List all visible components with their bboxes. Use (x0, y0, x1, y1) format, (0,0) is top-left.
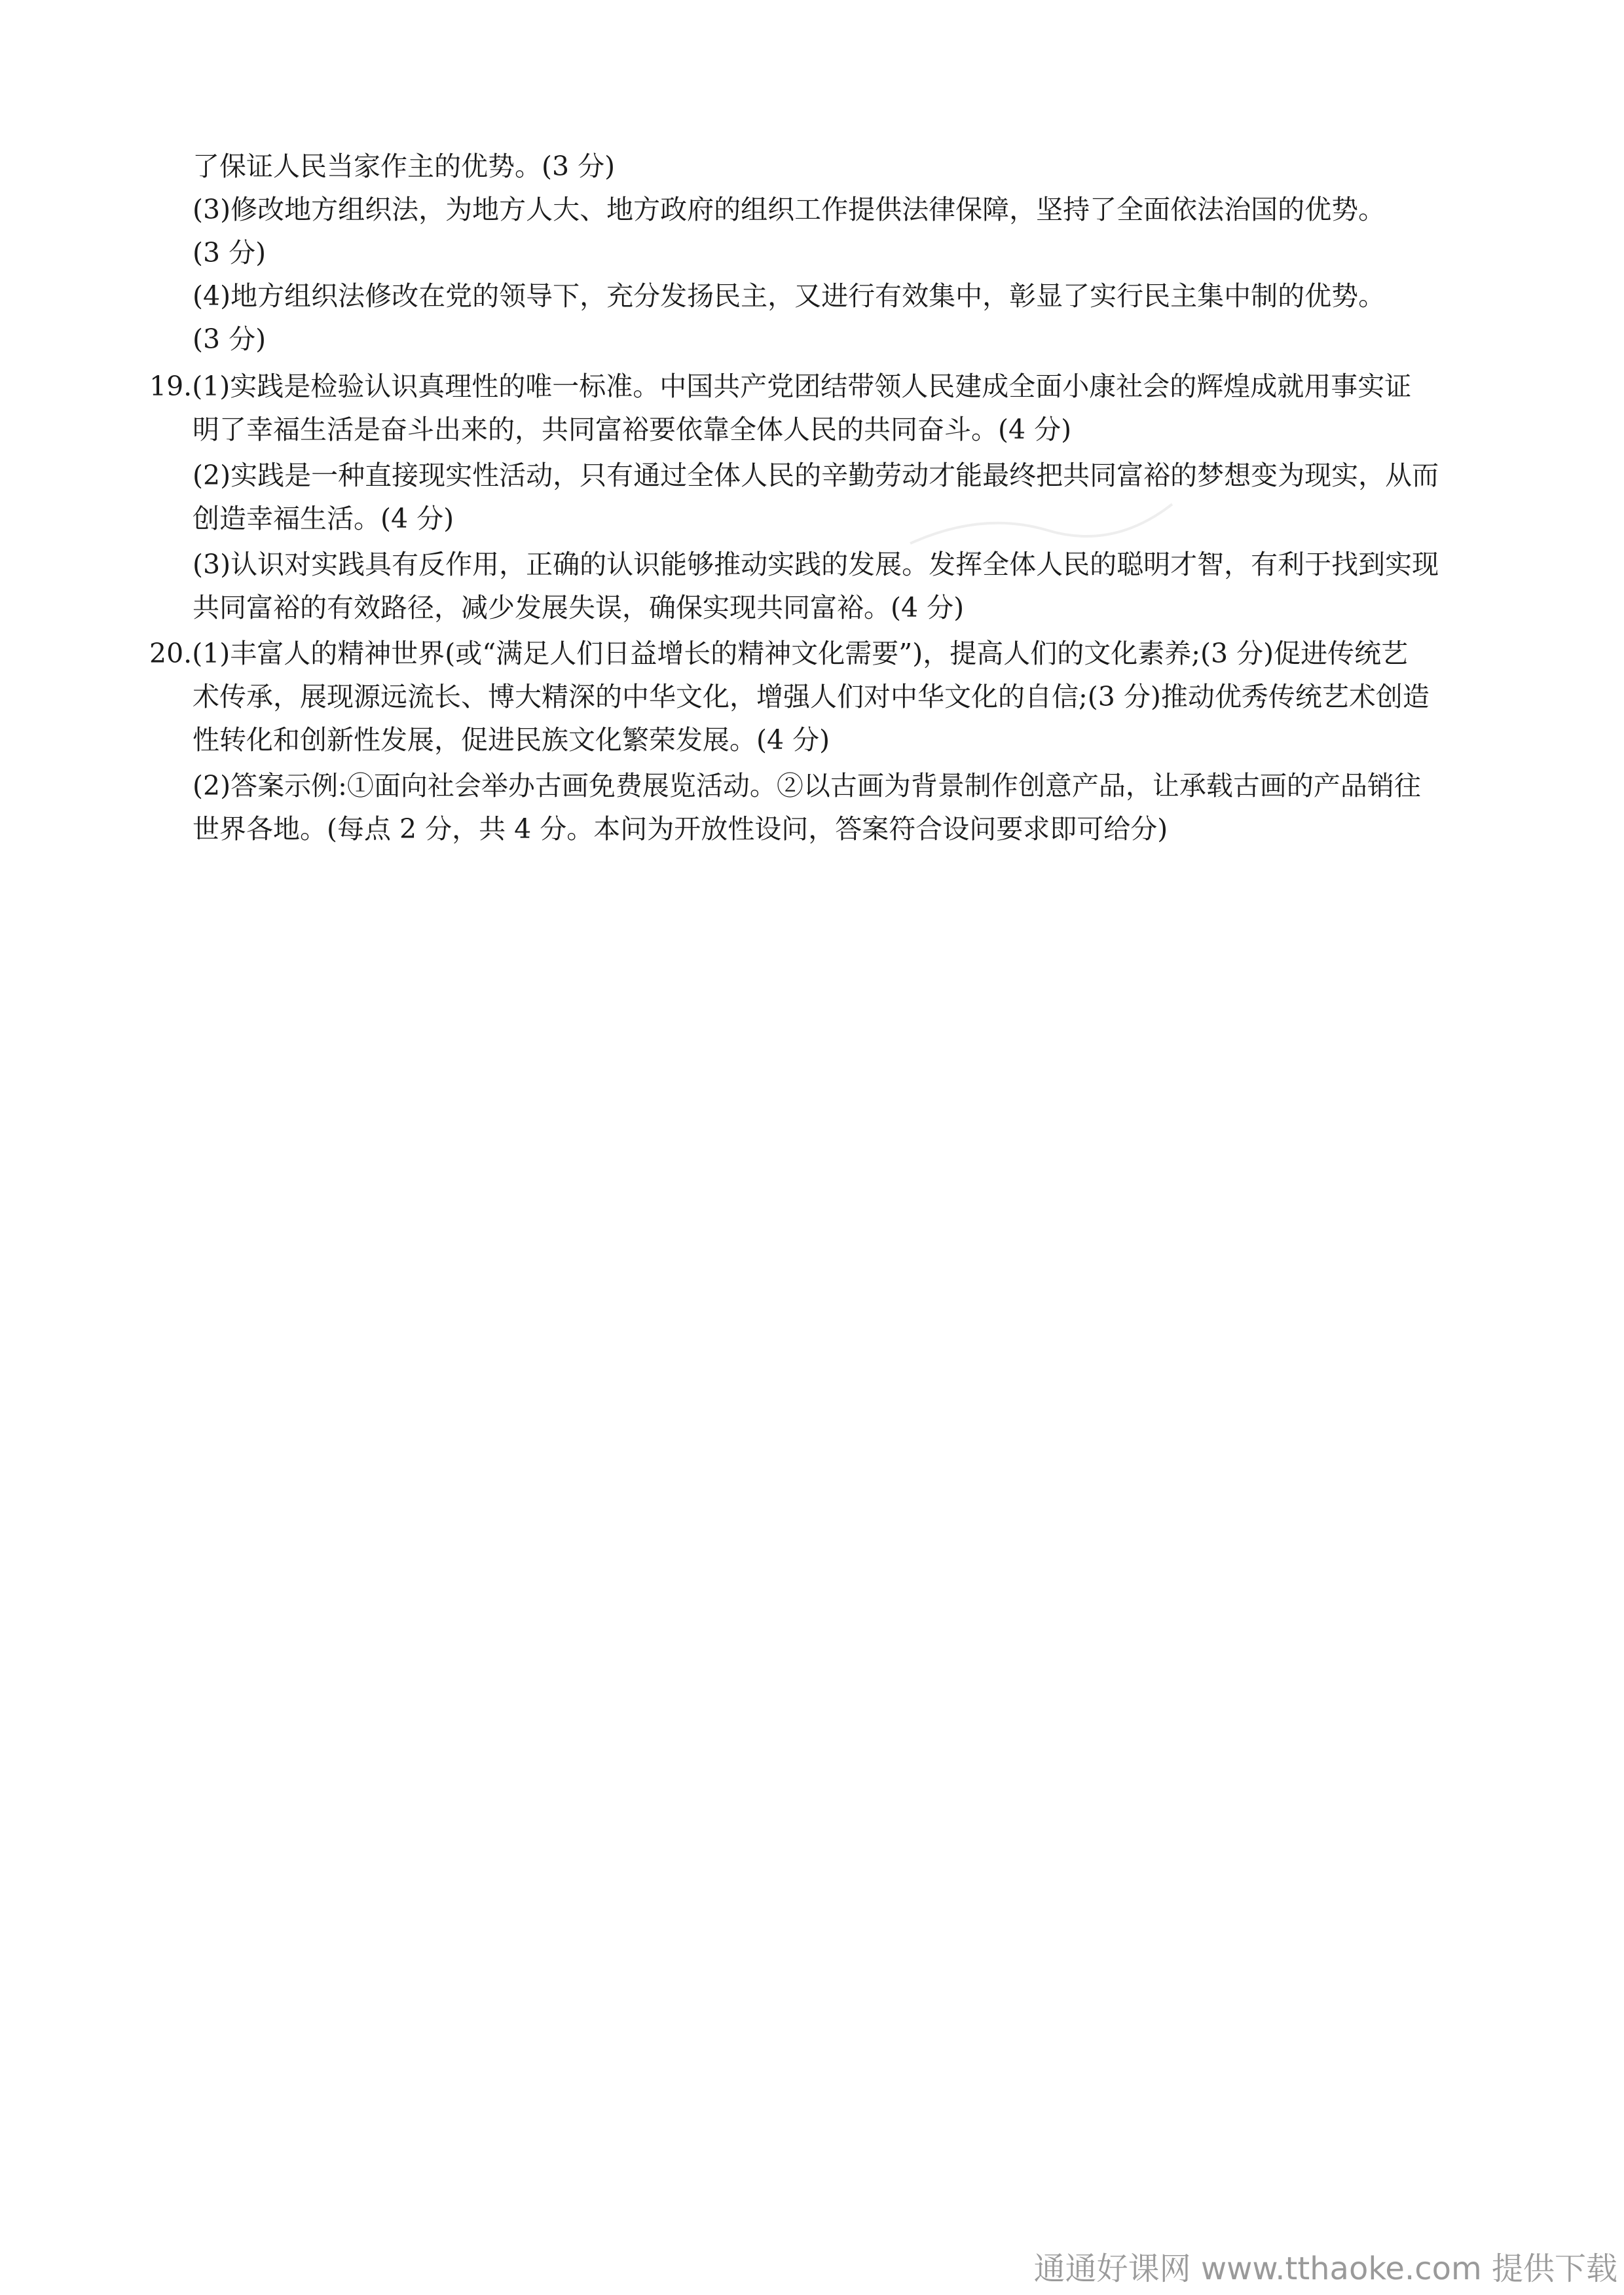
site-watermark: 通通好课网 www.tthaoke.com 提供下载 (1033, 2250, 1617, 2287)
question-20-line: 20.(1)丰富人的精神世界(或“满足人们日益增长的精神文化需要”)，提高人们的文化素养;(3 分)促进传统艺 (149, 638, 1409, 669)
answer-line: (2)答案示例:①面向社会举办古画免费展览活动。②以古画为背景制作创意产品，让承载古画的产品销往 (193, 770, 1421, 801)
answer-line: (3)认识对实践具有反作用，正确的认识能够推动实践的发展。发挥全体人民的聪明才智，有利于找到实现 (193, 549, 1439, 580)
answer-line: 性转化和创新性发展，促进民族文化繁荣发展。(4 分) (193, 724, 830, 756)
answer-line: 创造幸福生活。(4 分) (193, 503, 454, 534)
answer-line: (4)地方组织法修改在党的领导下，充分发扬民主，又进行有效集中，彰显了实行民主集中制的优势。 (193, 280, 1386, 312)
question-19-line: 19.(1)实践是检验认识真理性的唯一标准。中国共产党团结带领人民建成全面小康社会的辉煌成就用事实证 (149, 371, 1412, 402)
scan-smudge (904, 485, 1179, 563)
answer-line: 共同富裕的有效路径，减少发展失误，确保实现共同富裕。(4 分) (193, 592, 965, 623)
answer-line: (3 分) (193, 237, 267, 268)
answer-line: (2)实践是一种直接现实性活动，只有通过全体人民的辛勤劳动才能最终把共同富裕的梦想变为现实，从而 (193, 460, 1439, 491)
answer-line: 明了幸福生活是奋斗出来的，共同富裕要依靠全体人民的共同奋斗。(4 分) (193, 414, 1072, 445)
answer-line: (3 分) (193, 323, 267, 355)
answer-line: 世界各地。(每点 2 分，共 4 分。本问为开放性设问，答案符合设问要求即可给分) (193, 813, 1168, 845)
answer-line: (3)修改地方组织法，为地方人大、地方政府的组织工作提供法律保障，坚持了全面依法治国的优势。 (193, 194, 1386, 225)
answer-line: 术传承，展现源远流长、博大精深的中华文化，增强人们对中华文化的自信;(3 分)推动优秀传统艺术创造 (193, 681, 1430, 712)
answer-line: 了保证人民当家作主的优势。(3 分) (193, 151, 616, 182)
